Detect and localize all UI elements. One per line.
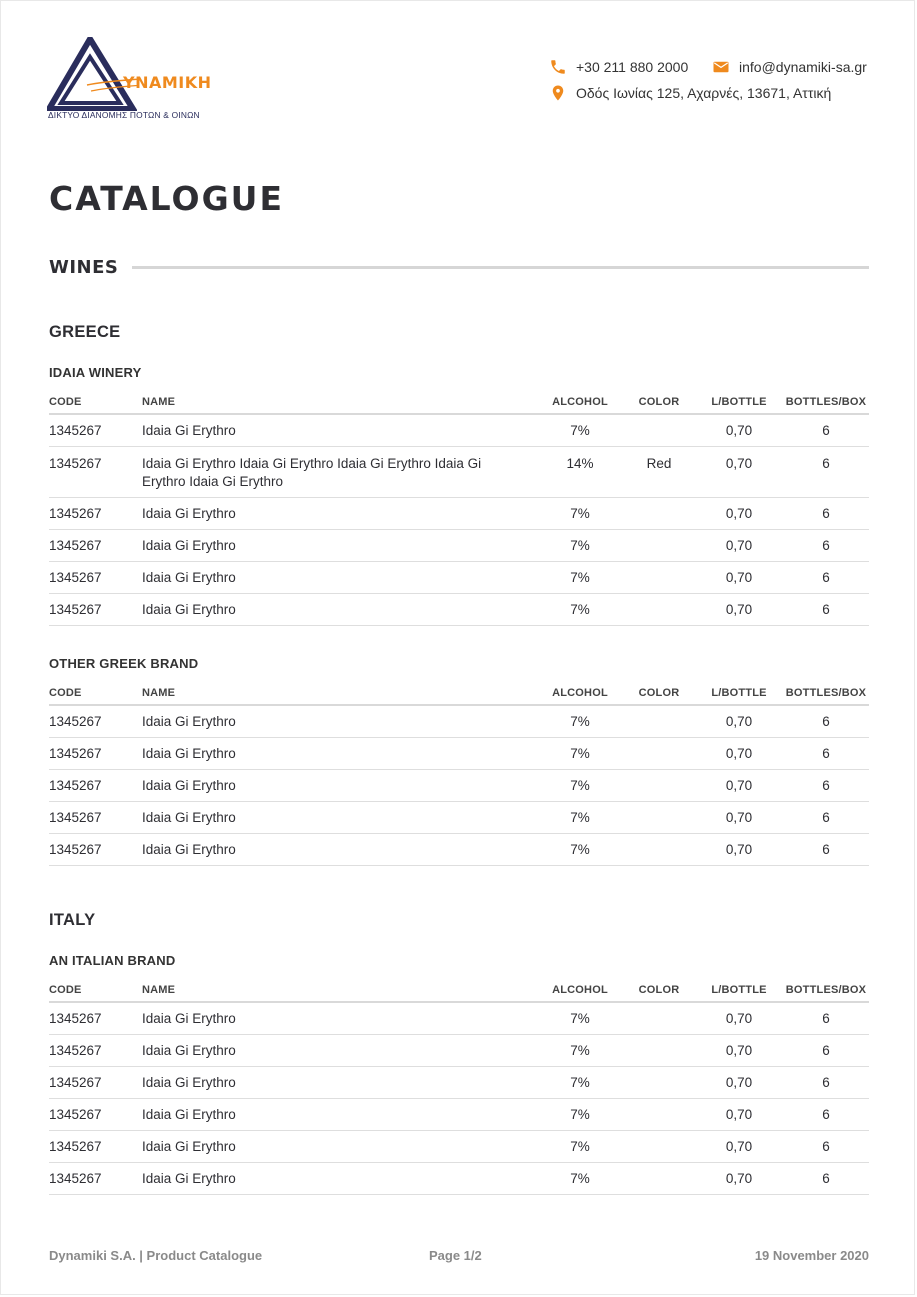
table-row <box>49 498 869 530</box>
cell-code: 1345267 <box>49 498 142 530</box>
brand-heading: IDAIA WINERY <box>49 365 142 380</box>
cell-l-bottle: 0,70 <box>695 1035 783 1067</box>
col-color: COLOR <box>623 979 695 1002</box>
cell-name: Idaia Gi Erythro <box>142 1163 537 1195</box>
cell-bottles-box: 6 <box>783 802 869 834</box>
cell-alcohol: 7% <box>537 498 623 530</box>
cell-bottles-box: 6 <box>783 447 869 498</box>
footer-date: 19 November 2020 <box>754 1248 869 1263</box>
cell-bottles-box: 6 <box>783 498 869 530</box>
footer-company: Dynamiki S.A. | Product Catalogue <box>49 1248 263 1263</box>
cell-bottles-box: 6 <box>783 770 869 802</box>
cell-color <box>623 1099 695 1131</box>
phone-number: +30 211 880 2000 <box>576 59 689 75</box>
cell-bottles-box: 6 <box>783 834 869 866</box>
cell-color <box>623 1035 695 1067</box>
cell-color <box>623 498 695 530</box>
cell-color <box>623 594 695 626</box>
cell-color <box>623 1002 695 1035</box>
col-alcohol: ALCOHOL <box>537 391 623 414</box>
cell-alcohol: 7% <box>537 1035 623 1067</box>
cell-bottles-box: 6 <box>783 1067 869 1099</box>
section-header-wines <box>49 257 869 278</box>
section-title: WINES <box>49 257 119 278</box>
cell-color <box>623 414 695 447</box>
col-code: CODE <box>49 979 142 1002</box>
cell-name: Idaia Gi Erythro <box>142 834 537 866</box>
col-name: NAME <box>142 979 537 1002</box>
cell-code: 1345267 <box>49 802 142 834</box>
cell-l-bottle: 0,70 <box>695 498 783 530</box>
product-table <box>49 979 869 1195</box>
table-row <box>49 1099 869 1131</box>
cell-color <box>623 834 695 866</box>
cell-code: 1345267 <box>49 1067 142 1099</box>
cell-code: 1345267 <box>49 414 142 447</box>
cell-l-bottle: 0,70 <box>695 1002 783 1035</box>
col-l-bottle: L/BOTTLE <box>695 979 783 1002</box>
cell-bottles-box: 6 <box>783 1131 869 1163</box>
footer-page-number: Page 1/2 <box>429 1248 482 1263</box>
cell-alcohol: 7% <box>537 705 623 738</box>
email-address: info@dynamiki-sa.gr <box>739 59 867 75</box>
table-header-row <box>49 979 869 1002</box>
cell-l-bottle: 0,70 <box>695 1163 783 1195</box>
cell-color <box>623 1163 695 1195</box>
col-color: COLOR <box>623 682 695 705</box>
cell-color <box>623 802 695 834</box>
cell-name: Idaia Gi Erythro <box>142 1067 537 1099</box>
col-alcohol: ALCOHOL <box>537 682 623 705</box>
cell-code: 1345267 <box>49 562 142 594</box>
brand-heading: AN ITALIAN BRAND <box>49 953 176 968</box>
table-row <box>49 447 869 498</box>
company-logo[interactable] <box>47 37 227 123</box>
cell-alcohol: 7% <box>537 770 623 802</box>
cell-alcohol: 7% <box>537 1131 623 1163</box>
country-heading-italy: ITALY <box>49 911 96 929</box>
cell-bottles-box: 6 <box>783 1163 869 1195</box>
page-title: CATALOGUE <box>49 179 285 218</box>
email-contact[interactable] <box>712 58 867 76</box>
cell-code: 1345267 <box>49 594 142 626</box>
cell-bottles-box: 6 <box>783 594 869 626</box>
cell-bottles-box: 6 <box>783 1035 869 1067</box>
section-divider <box>132 266 869 269</box>
cell-code: 1345267 <box>49 1002 142 1035</box>
cell-name: Idaia Gi Erythro <box>142 1035 537 1067</box>
table-row <box>49 1131 869 1163</box>
col-code: CODE <box>49 682 142 705</box>
table-header-row <box>49 682 869 705</box>
cell-alcohol: 7% <box>537 594 623 626</box>
cell-code: 1345267 <box>49 770 142 802</box>
cell-name: Idaia Gi Erythro <box>142 594 537 626</box>
cell-name: Idaia Gi Erythro <box>142 738 537 770</box>
cell-l-bottle: 0,70 <box>695 770 783 802</box>
table-row <box>49 562 869 594</box>
table-row <box>49 705 869 738</box>
street-address: Οδός Ιωνίας 125, Αχαρνές, 13671, Αττική <box>576 85 832 101</box>
brand-heading: OTHER GREEK BRAND <box>49 656 199 671</box>
cell-code: 1345267 <box>49 738 142 770</box>
cell-color <box>623 738 695 770</box>
country-heading-greece: GREECE <box>49 323 121 341</box>
table-row <box>49 1163 869 1195</box>
col-bottles-box: BOTTLES/BOX <box>783 682 869 705</box>
cell-l-bottle: 0,70 <box>695 802 783 834</box>
col-code: CODE <box>49 391 142 414</box>
table-row <box>49 738 869 770</box>
cell-color <box>623 770 695 802</box>
cell-l-bottle: 0,70 <box>695 1067 783 1099</box>
cell-bottles-box: 6 <box>783 530 869 562</box>
col-color: COLOR <box>623 391 695 414</box>
cell-name: Idaia Gi Erythro <box>142 530 537 562</box>
cell-color <box>623 1131 695 1163</box>
table-row <box>49 530 869 562</box>
cell-alcohol: 7% <box>537 530 623 562</box>
cell-bottles-box: 6 <box>783 705 869 738</box>
cell-bottles-box: 6 <box>783 414 869 447</box>
col-l-bottle: L/BOTTLE <box>695 391 783 414</box>
col-name: NAME <box>142 391 537 414</box>
cell-code: 1345267 <box>49 705 142 738</box>
logo-tagline: ΔΙΚΤΥΟ ΔΙΑΝΟΜΗΣ ΠΟΤΩΝ & ΟΙΝΩΝ <box>48 110 200 120</box>
logo-wordmark: YNAMIKH <box>123 73 212 92</box>
cell-name: Idaia Gi Erythro <box>142 705 537 738</box>
cell-alcohol: 7% <box>537 1099 623 1131</box>
phone-icon <box>549 58 567 76</box>
product-table <box>49 682 869 866</box>
cell-alcohol: 7% <box>537 1067 623 1099</box>
cell-l-bottle: 0,70 <box>695 738 783 770</box>
table-row <box>49 770 869 802</box>
cell-alcohol: 7% <box>537 1163 623 1195</box>
cell-l-bottle: 0,70 <box>695 834 783 866</box>
cell-alcohol: 7% <box>537 802 623 834</box>
col-l-bottle: L/BOTTLE <box>695 682 783 705</box>
cell-alcohol: 7% <box>537 414 623 447</box>
cell-bottles-box: 6 <box>783 1002 869 1035</box>
table-row <box>49 834 869 866</box>
cell-bottles-box: 6 <box>783 1099 869 1131</box>
col-bottles-box: BOTTLES/BOX <box>783 391 869 414</box>
cell-l-bottle: 0,70 <box>695 447 783 498</box>
table-row <box>49 1035 869 1067</box>
cell-name: Idaia Gi Erythro <box>142 1131 537 1163</box>
cell-name: Idaia Gi Erythro <box>142 770 537 802</box>
table-row <box>49 802 869 834</box>
cell-code: 1345267 <box>49 447 142 498</box>
cell-l-bottle: 0,70 <box>695 1131 783 1163</box>
cell-name: Idaia Gi Erythro <box>142 498 537 530</box>
cell-alcohol: 7% <box>537 1002 623 1035</box>
cell-alcohol: 7% <box>537 738 623 770</box>
phone-contact[interactable] <box>549 58 688 76</box>
cell-l-bottle: 0,70 <box>695 562 783 594</box>
cell-name: Idaia Gi Erythro <box>142 414 537 447</box>
cell-bottles-box: 6 <box>783 562 869 594</box>
address-contact <box>549 84 831 102</box>
col-alcohol: ALCOHOL <box>537 979 623 1002</box>
cell-color <box>623 562 695 594</box>
table-header-row <box>49 391 869 414</box>
cell-alcohol: 7% <box>537 562 623 594</box>
cell-code: 1345267 <box>49 1131 142 1163</box>
cell-l-bottle: 0,70 <box>695 530 783 562</box>
cell-code: 1345267 <box>49 1163 142 1195</box>
cell-code: 1345267 <box>49 834 142 866</box>
cell-code: 1345267 <box>49 1099 142 1131</box>
table-row <box>49 1067 869 1099</box>
cell-color <box>623 705 695 738</box>
cell-l-bottle: 0,70 <box>695 414 783 447</box>
cell-name: Idaia Gi Erythro <box>142 1099 537 1131</box>
table-row <box>49 594 869 626</box>
table-row <box>49 414 869 447</box>
cell-l-bottle: 0,70 <box>695 594 783 626</box>
location-pin-icon <box>549 84 567 102</box>
cell-code: 1345267 <box>49 530 142 562</box>
cell-alcohol: 14% <box>537 447 623 498</box>
col-name: NAME <box>142 682 537 705</box>
cell-color <box>623 530 695 562</box>
cell-l-bottle: 0,70 <box>695 1099 783 1131</box>
cell-name: Idaia Gi Erythro <box>142 562 537 594</box>
cell-l-bottle: 0,70 <box>695 705 783 738</box>
cell-name: Idaia Gi Erythro <box>142 1002 537 1035</box>
cell-color: Red <box>623 447 695 498</box>
table-row <box>49 1002 869 1035</box>
col-bottles-box: BOTTLES/BOX <box>783 979 869 1002</box>
cell-alcohol: 7% <box>537 834 623 866</box>
cell-code: 1345267 <box>49 1035 142 1067</box>
cell-color <box>623 1067 695 1099</box>
cell-name: Idaia Gi Erythro <box>142 802 537 834</box>
email-icon <box>712 58 730 76</box>
cell-bottles-box: 6 <box>783 738 869 770</box>
product-table <box>49 391 869 626</box>
cell-name: Idaia Gi Erythro Idaia Gi Erythro Idaia Gi Erythro Idaia Gi Erythro Idaia Gi Erythro <box>142 447 537 498</box>
